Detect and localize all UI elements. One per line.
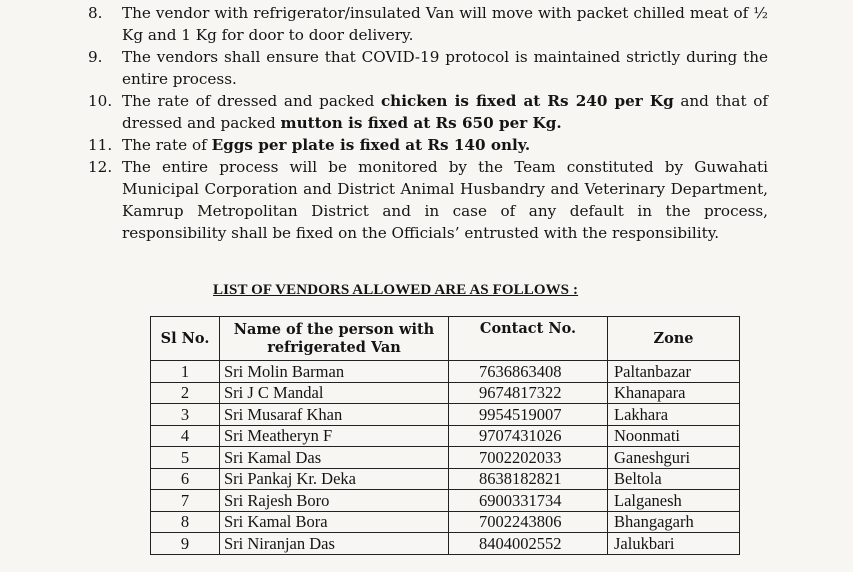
cell-contact: 7002202033 [449,447,608,469]
point-text-run: and that of dressed and packed [122,92,768,132]
cell-name: Sri Kamal Bora [220,511,449,533]
table-row [151,361,740,383]
point-text-run: The rate of [122,136,212,154]
cell-zone: Paltanbazar [608,361,740,383]
point-item [88,90,768,134]
cell-sl-no: 4 [151,425,220,447]
table-header-row [151,317,740,361]
cell-sl-no: 9 [151,533,220,555]
cell-zone: Lakhara [608,404,740,426]
cell-contact: 9707431026 [449,425,608,447]
point-item [88,134,768,156]
cell-name: Sri Pankaj Kr. Deka [220,468,449,490]
header-sl-no: Sl No. [151,317,220,361]
table-body [151,361,740,555]
cell-name: Sri Meatheryn F [220,425,449,447]
header-name: Name of the person with refrigerated Van [220,317,449,361]
point-number: 9. [88,48,103,66]
vendors-table [150,316,740,555]
cell-sl-no: 7 [151,490,220,512]
list-title: LIST OF VENDORS ALLOWED ARE AS FOLLOWS : [213,282,579,298]
cell-name: Sri Rajesh Boro [220,490,449,512]
point-text-bold: chicken is fixed at Rs 240 per Kg [380,92,674,110]
point-text-run: The rate of dressed and packed [122,92,381,110]
point-item [88,2,768,46]
cell-sl-no: 8 [151,511,220,533]
cell-contact: 7636863408 [449,361,608,383]
point-text [122,2,768,46]
table-row [151,468,740,490]
cell-zone: Noonmati [608,425,740,447]
cell-zone: Beltola [608,468,740,490]
cell-contact: 7002243806 [449,511,608,533]
point-text-run: The vendor with refrigerator/insulated Van will move with packet chilled meat of ½ Kg and 1 Kg for door to door delivery. [122,4,768,44]
point-text [122,46,768,90]
point-text [122,156,768,244]
cell-name: Sri Kamal Das [220,447,449,469]
table-row [151,533,740,555]
point-text-run: The entire process will be monitored by the Team constituted by Guwahati Municipal Corporation and District Animal Husbandry and Veterinary Department, Kamrup Metropolitan District and in case of any default in the process, responsibility shall be fixed on the Officials’ entrusted with the responsibility. [122,158,768,242]
cell-name: Sri Niranjan Das [220,533,449,555]
table-row [151,382,740,404]
cell-zone: Khanapara [608,382,740,404]
point-number: 10. [88,92,113,110]
cell-zone: Jalukbari [608,533,740,555]
cell-sl-no: 3 [151,404,220,426]
point-number: 12. [88,158,113,176]
table-row [151,490,740,512]
table-row [151,404,740,426]
cell-sl-no: 5 [151,447,220,469]
cell-name: Sri Musaraf Khan [220,404,449,426]
cell-zone: Bhangagarh [608,511,740,533]
numbered-points [88,2,768,244]
cell-contact: 8638182821 [449,468,608,490]
point-text [122,134,768,156]
point-text-bold: mutton is fixed at Rs 650 per Kg. [280,114,562,132]
point-item [88,46,768,90]
cell-sl-no: 1 [151,361,220,383]
header-contact: Contact No. [449,317,608,361]
point-number: 8. [88,4,103,22]
cell-contact: 6900331734 [449,490,608,512]
table-row [151,425,740,447]
cell-name: Sri J C Mandal [220,382,449,404]
point-text-bold: Eggs per plate is fixed at Rs 140 only. [211,136,531,154]
cell-sl-no: 2 [151,382,220,404]
cell-contact: 8404002552 [449,533,608,555]
cell-contact: 9674817322 [449,382,608,404]
header-zone: Zone [608,317,740,361]
point-item [88,156,768,244]
cell-sl-no: 6 [151,468,220,490]
table-row [151,511,740,533]
cell-zone: Ganeshguri [608,447,740,469]
cell-zone: Lalganesh [608,490,740,512]
point-text [122,90,768,134]
cell-contact: 9954519007 [449,404,608,426]
point-number: 11. [88,136,113,154]
point-text-run: The vendors shall ensure that COVID-19 protocol is maintained strictly during the entire process. [122,48,768,88]
table-row [151,447,740,469]
cell-name: Sri Molin Barman [220,361,449,383]
